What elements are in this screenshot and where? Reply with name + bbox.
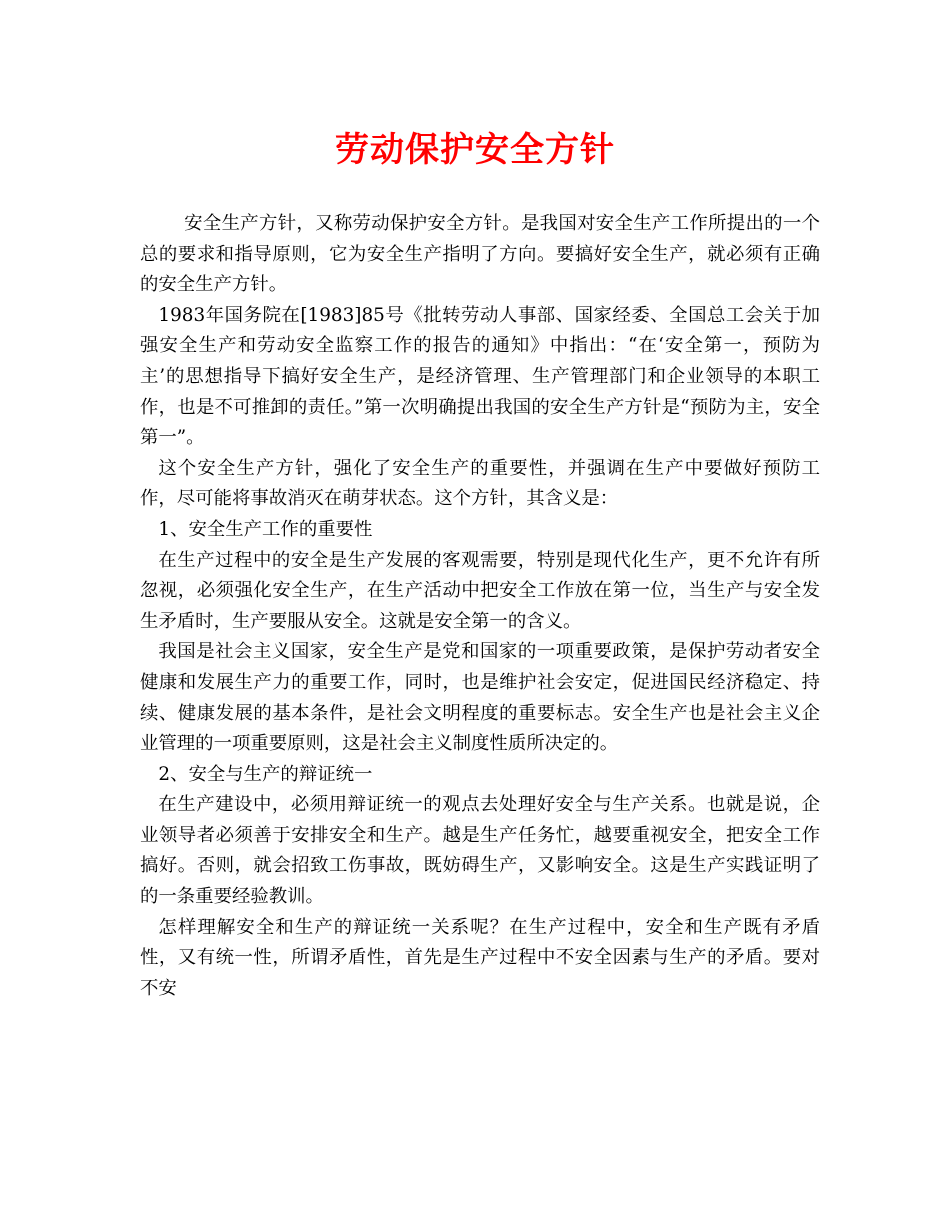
paragraph: 这个安全生产方针，强化了安全生产的重要性，并强调在生产中要做好预防工作，尽可能将事故消灭在萌芽状态。这个方针，其含义是： xyxy=(140,457,820,510)
paragraph: 1983年国务院在[1983]85号《批转劳动人事部、国家经委、全国总工会关于加强安全生产和劳动安全监察工作的报告的通知》中指出：“在‘安全第一，预防为主’的思想指导下搞好安全生产，是经济管理、生产管理部门和企业领导的本职工作，也是不可推卸的责任。”第一次明确提出我国的安全生产方针是“预防为主，安全第一”。 xyxy=(140,304,820,449)
paragraph: 安全生产方针，又称劳动保护安全方针。是我国对安全生产工作所提出的一个总的要求和指导原则，它为安全生产指明了方向。要搞好安全生产，就必须有正确的安全生产方针。 xyxy=(140,213,820,296)
document-body xyxy=(140,209,820,1004)
paragraph: 我国是社会主义国家，安全生产是党和国家的一项重要政策，是保护劳动者安全健康和发展生产力的重要工作，同时，也是维护社会安定，促进国民经济稳定、持续、健康发展的基本条件，是社会文明程度的重要标志。安全生产也是社会主义企业管理的一项重要原则，这是社会主义制度性质所决定的。 xyxy=(140,641,820,755)
section-heading: 2、安全与生产的辩证统一 xyxy=(158,763,373,785)
paragraph: 在生产过程中的安全是生产发展的客观需要，特别是现代化生产，更不允许有所忽视，必须强化安全生产，在生产活动中把安全工作放在第一位，当生产与安全发生矛盾时，生产要服从安全。这就是安全第一的含义。 xyxy=(140,549,820,632)
section-heading: 1、安全生产工作的重要性 xyxy=(158,518,373,540)
paragraph: 怎样理解安全和生产的辩证统一关系呢？在生产过程中，安全和生产既有矛盾性，又有统一性，所谓矛盾性，首先是生产过程中不安全因素与生产的矛盾。要对不安 xyxy=(140,916,820,999)
paragraph: 在生产建设中，必须用辩证统一的观点去处理好安全与生产关系。也就是说，企业领导者必须善于安排安全和生产。越是生产任务忙，越要重视安全，把安全工作搞好。否则，就会招致工伤事故，既妨碍生产，又影响安全。这是生产实践证明了的一条重要经验教训。 xyxy=(140,794,820,908)
document-title: 劳动保护安全方针 xyxy=(335,130,615,170)
